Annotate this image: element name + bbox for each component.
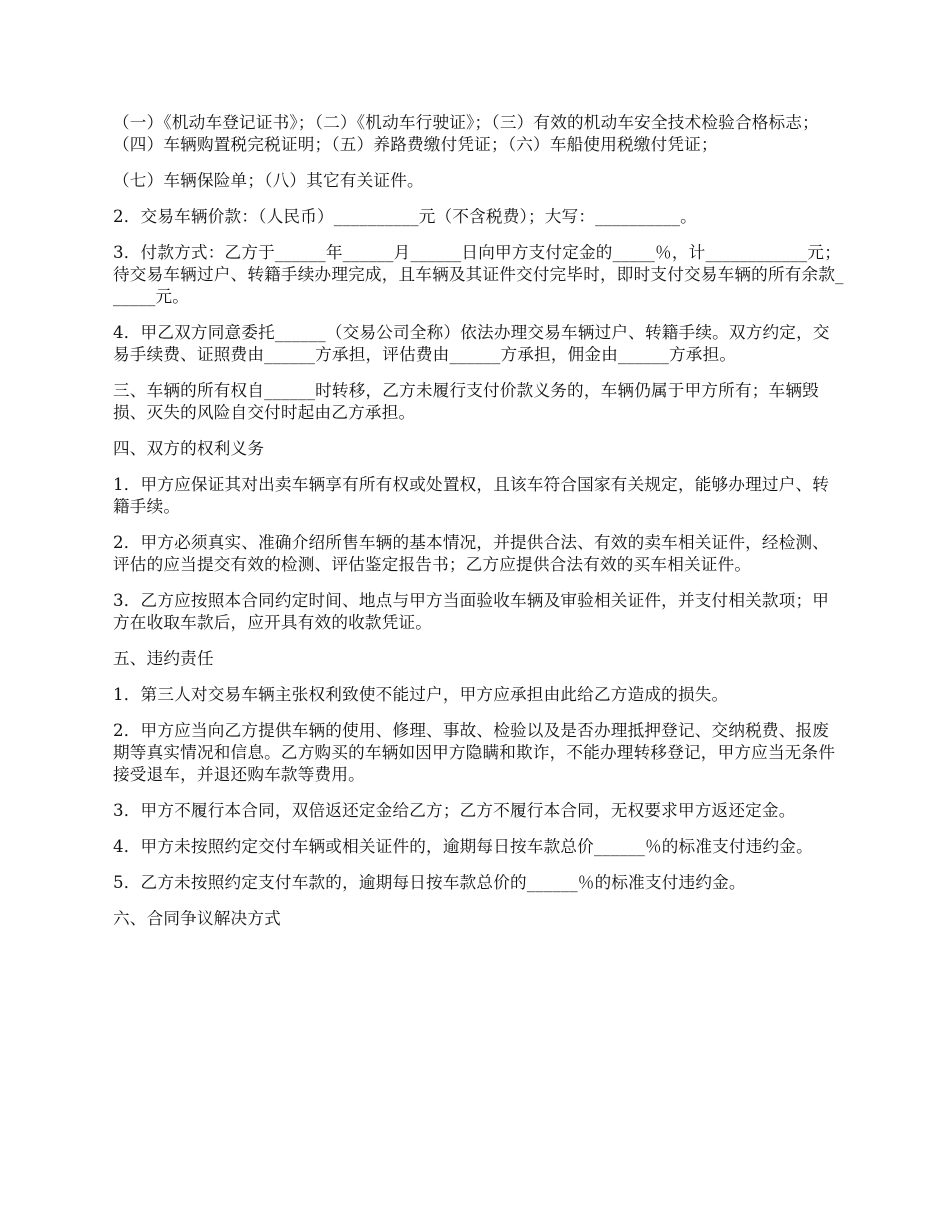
section-heading-dispute-resolution: 六、合同争议解决方式 — [113, 909, 281, 928]
section-heading-rights-obligations: 四、双方的权利义务 — [113, 439, 265, 458]
clause-seller-guarantee: 1．甲方应保证其对出卖车辆享有所有权或处置权，且该车符合国家有关规定，能够办理过户、转籍手续。 — [113, 475, 830, 516]
clause-vehicle-price: 2．交易车辆价款：（人民币）__________元（不含税费）；大写：__________。 — [113, 207, 697, 226]
clause-required-documents: （一）《机动车登记证书》；（二）《机动车行驶证》；（三）有效的机动车安全技术检验合格标志；（四）车辆购置税完税证明；（五）养路费缴付凭证；（六）车船使用税缴付凭证； — [113, 113, 819, 154]
section-heading-breach-liability: 五、违约责任 — [113, 649, 214, 668]
section-ownership-transfer: 三、车辆的所有权自______时转移，乙方未履行支付价款义务的，车辆仍属于甲方所有；车辆毁损、灭失的风险自交付时起由乙方承担。 — [113, 381, 819, 422]
clause-transfer-agency: 4．甲乙双方同意委托______（交易公司全称）依法办理交易车辆过户、转籍手续。双方约定，交易手续费、证照费由______方承担，评估费由______方承担，佣金由______方承担。 — [113, 323, 830, 364]
clause-buyer-inspection: 3．乙方应按照本合同约定时间、地点与甲方当面验收车辆及审验相关证件，并支付相关款项；甲方在收取车款后，应开具有效的收款凭证。 — [113, 591, 830, 632]
clause-third-party-claim: 1．第三人对交易车辆主张权利致使不能过户，甲方应承担由此给乙方造成的损失。 — [113, 685, 729, 704]
clause-seller-late-delivery: 4．甲方未按照约定交付车辆或相关证件的，逾期每日按车款总价______％的标准支付违约金。 — [113, 837, 813, 856]
clause-deposit-penalty: 3．甲方不履行本合同，双倍返还定金给乙方；乙方不履行本合同，无权要求甲方返还定金。 — [113, 801, 796, 820]
clause-payment-method: 3．付款方式：乙方于______年______月______日向甲方支付定金的_____％，计____________元；待交易车辆过户、转籍手续办理完成，且车辆及其证件交付完毕时，即时支付交易车辆的所有余款______元。 — [113, 243, 844, 306]
clause-seller-information: 2．甲方应当向乙方提供车辆的使用、修理、事故、检验以及是否办理抵押登记、交纳税费、报废期等真实情况和信息。乙方购买的车辆如因甲方隐瞒和欺诈，不能办理转移登记，甲方应当无条件接受退车，并退还购车款等费用。 — [113, 721, 836, 784]
clause-buyer-late-payment: 5．乙方未按照约定支付车款的，逾期每日按车款总价的______％的标准支付违约金。 — [113, 873, 746, 892]
clause-other-documents: （七）车辆保险单；（八）其它有关证件。 — [113, 171, 424, 190]
document-body — [113, 112, 845, 944]
clause-seller-disclosure: 2．甲方必须真实、准确介绍所售车辆的基本情况，并提供合法、有效的卖车相关证件，经检测、评估的应当提交有效的检测、评估鉴定报告书；乙方应提供合法有效的买车相关证件。 — [113, 533, 830, 574]
